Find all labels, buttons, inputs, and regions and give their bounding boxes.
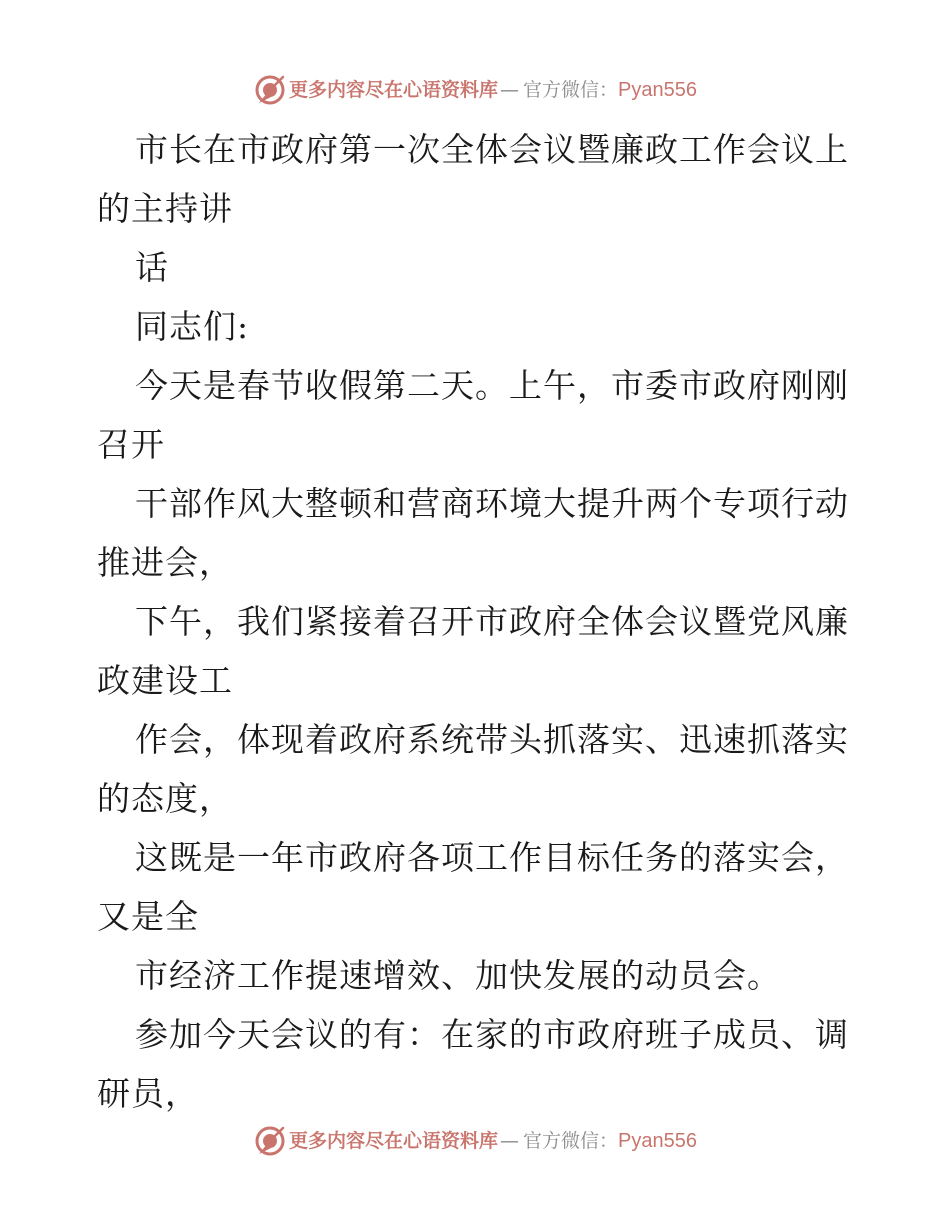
text-line: 又是全 — [97, 897, 199, 936]
pen-nib-icon — [253, 1124, 287, 1158]
text-line: 话 — [135, 248, 169, 287]
document-body — [97, 120, 857, 1123]
watermark-header — [0, 70, 950, 110]
text-line: 今天是春节收假第二天。上午，市委市政府刚刚 — [135, 366, 849, 405]
watermark-brand: 更多内容尽在心语资料库 — [289, 78, 499, 101]
watermark-brand: 更多内容尽在心语资料库 — [289, 1129, 499, 1152]
text-line: 市经济工作提速增效、加快发展的动员会。 — [135, 956, 781, 995]
watermark-account: Pyan556 — [618, 79, 697, 101]
watermark-separator: — — [500, 78, 520, 101]
pen-nib-icon — [253, 73, 287, 107]
text-line: 参加今天会议的有：在家的市政府班子成员、调 — [135, 1015, 849, 1054]
text-line: 下午，我们紧接着召开市政府全体会议暨党风廉 — [135, 602, 849, 641]
text-line: 政建设工 — [97, 661, 233, 700]
text-line: 召开 — [97, 425, 165, 464]
text-line: 干部作风大整顿和营商环境大提升两个专项行动 — [135, 484, 849, 523]
watermark-label: 官方微信： — [523, 1129, 619, 1152]
text-line: 同志们: — [135, 307, 250, 346]
watermark-label: 官方微信： — [523, 78, 619, 101]
watermark-footer — [0, 1121, 950, 1161]
text-line: 市长在市政府第一次全体会议暨廉政工作会议上 — [135, 130, 849, 169]
text-line: 的态度， — [97, 779, 233, 818]
watermark-account: Pyan556 — [618, 1130, 697, 1152]
text-line: 推进会， — [97, 543, 233, 582]
text-line: 的主持讲 — [97, 189, 233, 228]
watermark-separator: — — [500, 1129, 520, 1152]
text-line: 研员， — [97, 1074, 199, 1113]
text-line: 作会，体现着政府系统带头抓落实、迅速抓落实 — [135, 720, 849, 759]
text-line: 这既是一年市政府各项工作目标任务的落实会， — [135, 838, 849, 877]
